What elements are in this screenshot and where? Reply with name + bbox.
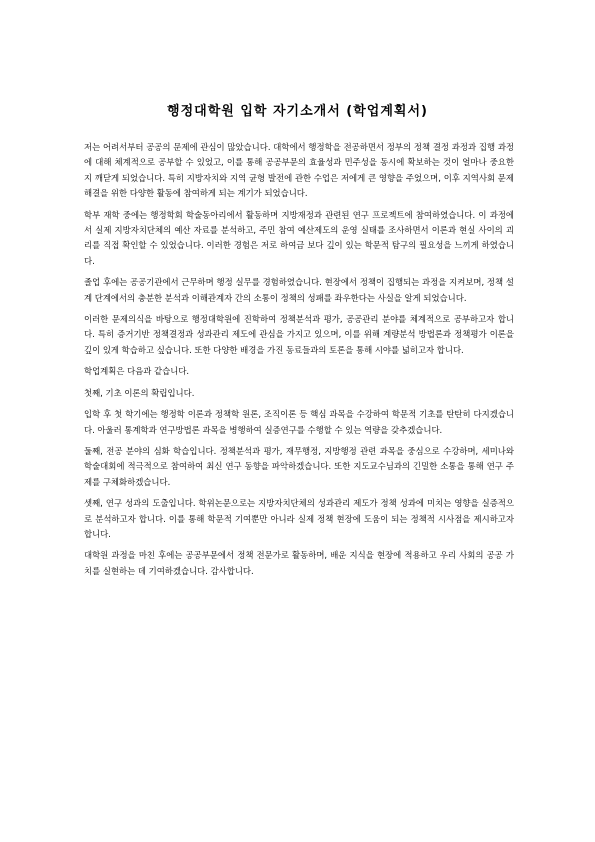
document-title: 행정대학원 입학 자기소개서 (학업계획서) — [167, 104, 428, 119]
paragraph: 졸업 후에는 공공기관에서 근무하며 행정 실무를 경험하였습니다. 현장에서 정책이 집행되는 과정을 지켜보며, 정책 설계 단계에서의 충분한 분석과 이해관계자 간의 소통이 정책의 성패를 좌우한다는 사실을 알게 되었습니다. — [84, 277, 514, 303]
paragraph: 저는 어려서부터 공공의 문제에 관심이 많았습니다. 대학에서 행정학을 전공하면서 정부의 정책 결정 과정과 집행 과정에 대해 체계적으로 공부할 수 있었고, 이를 통해 공공부문의 효율성과 민주성을 동시에 확보하는 것이 얼마나 중요한지 깨닫게 되었습니다. 특히 지방자치와 지역 균형 발전에 관한 수업은 저에게 큰 영향을 주었으며, 이후 지역사회 문제 해결을 위한 다양한 활동에 참여하게 되는 계기가 되었습니다. — [84, 142, 514, 199]
paragraph: 셋째, 연구 성과의 도출입니다. 학위논문으로는 지방자치단체의 성과관리 제도가 정책 성과에 미치는 영향을 실증적으로 분석하고자 합니다. 이를 통해 학문적 기여뿐만 아니라 실제 정책 현장에 도움이 되는 정책적 시사점을 제시하고자 합니다. — [84, 498, 514, 539]
paragraph: 학업계획은 다음과 같습니다. — [84, 366, 190, 377]
paragraph: 이러한 문제의식을 바탕으로 행정대학원에 진학하여 정책분석과 평가, 공공관리 분야를 체계적으로 공부하고자 합니다. 특히 증거기반 정책결정과 성과관리 제도에 관심을 가지고 있으며, 이를 위해 계량분석 방법론과 정책평가 이론을 깊이 있게 학습하고 싶습니다. 또한 다양한 배경을 가진 동료들과의 토론을 통해 시야를 넓히고자 합니다. — [84, 314, 514, 355]
paragraph: 둘째, 전공 분야의 심화 학습입니다. 정책분석과 평가, 재무행정, 지방행정 관련 과목을 중심으로 수강하며, 세미나와 학술대회에 적극적으로 참여하여 최신 연구 동향을 파악하겠습니다. 또한 지도교수님과의 긴밀한 소통을 통해 연구 주제를 구체화하겠습니다. — [84, 445, 514, 487]
paragraph: 첫째, 기초 이론의 확립입니다. — [84, 387, 195, 398]
paragraph: 학부 재학 중에는 행정학회 학술동아리에서 활동하며 지방재정과 관련된 연구 프로젝트에 참여하였습니다. 이 과정에서 실제 지방자치단체의 예산 자료를 분석하고, 주민 참여 예산제도의 운영 실태를 조사하면서 이론과 현실 사이의 괴리를 직접 확인할 수 있었습니다. 이러한 경험은 저로 하여금 보다 깊이 있는 학문적 탐구의 필요성을 느끼게 하였습니다. — [84, 209, 514, 266]
paragraph: 대학원 과정을 마친 후에는 공공부문에서 정책 전문가로 활동하며, 배운 지식을 현장에 적용하고 우리 사회의 공공 가치를 실현하는 데 기여하겠습니다. 감사합니다. — [84, 550, 514, 576]
document-body — [84, 140, 514, 585]
paragraph: 입학 후 첫 학기에는 행정학 이론과 정책학 원론, 조직이론 등 핵심 과목을 수강하여 학문적 기초를 탄탄히 다지겠습니다. 아울러 통계학과 연구방법론 과목을 병행하여 실증연구를 수행할 수 있는 역량을 갖추겠습니다. — [84, 409, 514, 435]
